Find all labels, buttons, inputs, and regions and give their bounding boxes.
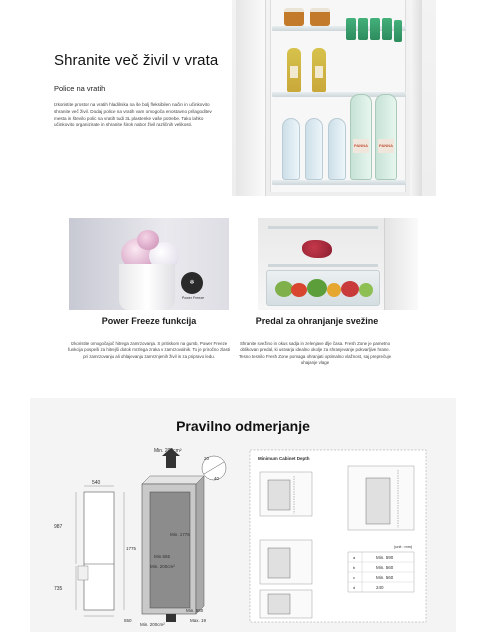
- fridge-door-side: [384, 218, 418, 310]
- fridge-section: [268, 548, 290, 578]
- feature-body: Shranite svežino in okus sadja in zelenjave dlje časa. Fresh Zone je pametno oblikovan predal, ki ustvarja idealno okolje za shranjevanje pokvarljive hrane. Tesno tesnilo Fresh Zone pomaga ohranjati optimalno vlažnost, saj preprečuje uhajanje vlage: [238, 341, 392, 366]
- total-height-label: 1775: [126, 546, 137, 551]
- door-shelves-photo: [232, 0, 436, 196]
- fridge-shelf: [268, 264, 378, 267]
- feature-body: Izkoristite omogočajoč hitrega zamrzovanja. S pritiskom na gumb, Power Freeze funkcija pospeši za hitrejši dotok mrzlega zraka v zamrzovalnik. To je priročno zlasti pri zamrzovanju ali ohlajevanju zamrznjenih živil in za pripravo ledu.: [68, 341, 230, 359]
- feature-title: Predal za ohranjanje svežine: [255, 316, 379, 326]
- panel-title: Minimum Cabinet Depth: [258, 456, 310, 461]
- upper-height-label: 987: [54, 524, 63, 530]
- section-body: Izkoristite prostor na vratih hladilnika na še bolj fleksibilen način in učinkovito shranite več živil. Dodaj police na vratih vam omogoča enostavno prilagoditev mesta in število polic na vratih tudi 3L plastenke vaše potrebe. Tako lahko učinkovito organizirate in shranite širok nabor živil različnih velikosti.: [54, 102, 212, 128]
- table-key: c: [353, 575, 355, 580]
- inner-vent-label: Min. 200cm²: [150, 564, 175, 569]
- table-key: b: [353, 565, 356, 570]
- can: [358, 18, 368, 40]
- gap-max-label: Max. 19: [190, 618, 207, 623]
- fresh-zone-drawer: [266, 270, 380, 306]
- table-value: 240: [376, 585, 384, 590]
- vegetable: [307, 279, 327, 297]
- depth-min-label: Min.555: [154, 554, 171, 559]
- feature-title: Power Freeze funkcija: [101, 316, 197, 326]
- table-key: a: [353, 555, 356, 560]
- water-bottle: [305, 118, 323, 180]
- vegetable: [341, 281, 359, 297]
- oil-bottle: [312, 48, 326, 92]
- water-bottle: [375, 94, 397, 180]
- can: [382, 18, 392, 40]
- snowflake-icon: ❄: [181, 272, 203, 294]
- cabinet-depth: [196, 476, 204, 614]
- vegetable: [291, 283, 307, 297]
- gap-top-label: 20: [204, 456, 210, 461]
- power-freeze-photo: [69, 218, 229, 310]
- table-key: d: [353, 585, 356, 590]
- fridge-shelf: [268, 226, 378, 229]
- can: [346, 18, 356, 40]
- table-value: Min. 560: [376, 565, 394, 570]
- fridge-section: [268, 594, 290, 614]
- cabinet-height-label: Min. 1776: [170, 532, 190, 537]
- section-subtitle: Police na vratih: [54, 84, 106, 93]
- fresh-zone-photo: [258, 218, 418, 310]
- ice-cream-scoop: [137, 230, 159, 250]
- air-vent-arrow: [166, 614, 176, 622]
- can: [394, 20, 402, 42]
- cabinet-top: [142, 476, 204, 484]
- vent-cutout: [78, 566, 88, 580]
- lower-height-label: 735: [54, 586, 63, 592]
- cabinet-edge: [410, 0, 422, 196]
- vegetable: [327, 283, 341, 297]
- vent-top-label: Min. 200cm²: [154, 448, 182, 454]
- installation-diagram: [54, 440, 432, 626]
- vent-bottom-label: Min. 200cm²: [140, 622, 165, 626]
- bottle-label: PANNA: [353, 139, 369, 153]
- water-bottle: [328, 118, 346, 180]
- meat: [302, 240, 332, 258]
- cabinet-niche: [150, 492, 190, 608]
- door-frame: [236, 0, 266, 196]
- table-value: Min. 560: [376, 575, 394, 580]
- width-min-label: Min. 560: [186, 608, 204, 613]
- unit-label: (unit : mm): [394, 545, 413, 549]
- width-label: 540: [92, 480, 101, 486]
- door-shelf: [272, 180, 406, 185]
- water-bottle: [282, 118, 300, 180]
- fridge-front: [84, 492, 114, 610]
- table-value: Min. 590: [376, 555, 394, 560]
- power-freeze-badge-label: Power Freeze: [181, 296, 205, 300]
- bottle-label: PANNA: [378, 139, 394, 153]
- jar: [284, 8, 304, 26]
- fridge-section: [366, 478, 390, 524]
- fridge-section: [268, 480, 290, 510]
- air-vent-arrow: [166, 456, 176, 468]
- front-view: [54, 448, 226, 626]
- water-bottle: [350, 94, 372, 180]
- ice-cream-cup: [119, 264, 175, 310]
- depth-label: 550: [124, 618, 132, 623]
- angle-label: 40: [214, 476, 220, 481]
- can: [370, 18, 380, 40]
- installation-title: Pravilno odmerjanje: [176, 418, 310, 434]
- oil-bottle: [287, 48, 301, 92]
- section-title: Shranite več živil v vrata: [54, 52, 219, 69]
- depth-table: [348, 552, 414, 592]
- cabinet-depth-panel: [250, 450, 426, 622]
- vegetable: [359, 283, 373, 297]
- jar: [310, 8, 330, 26]
